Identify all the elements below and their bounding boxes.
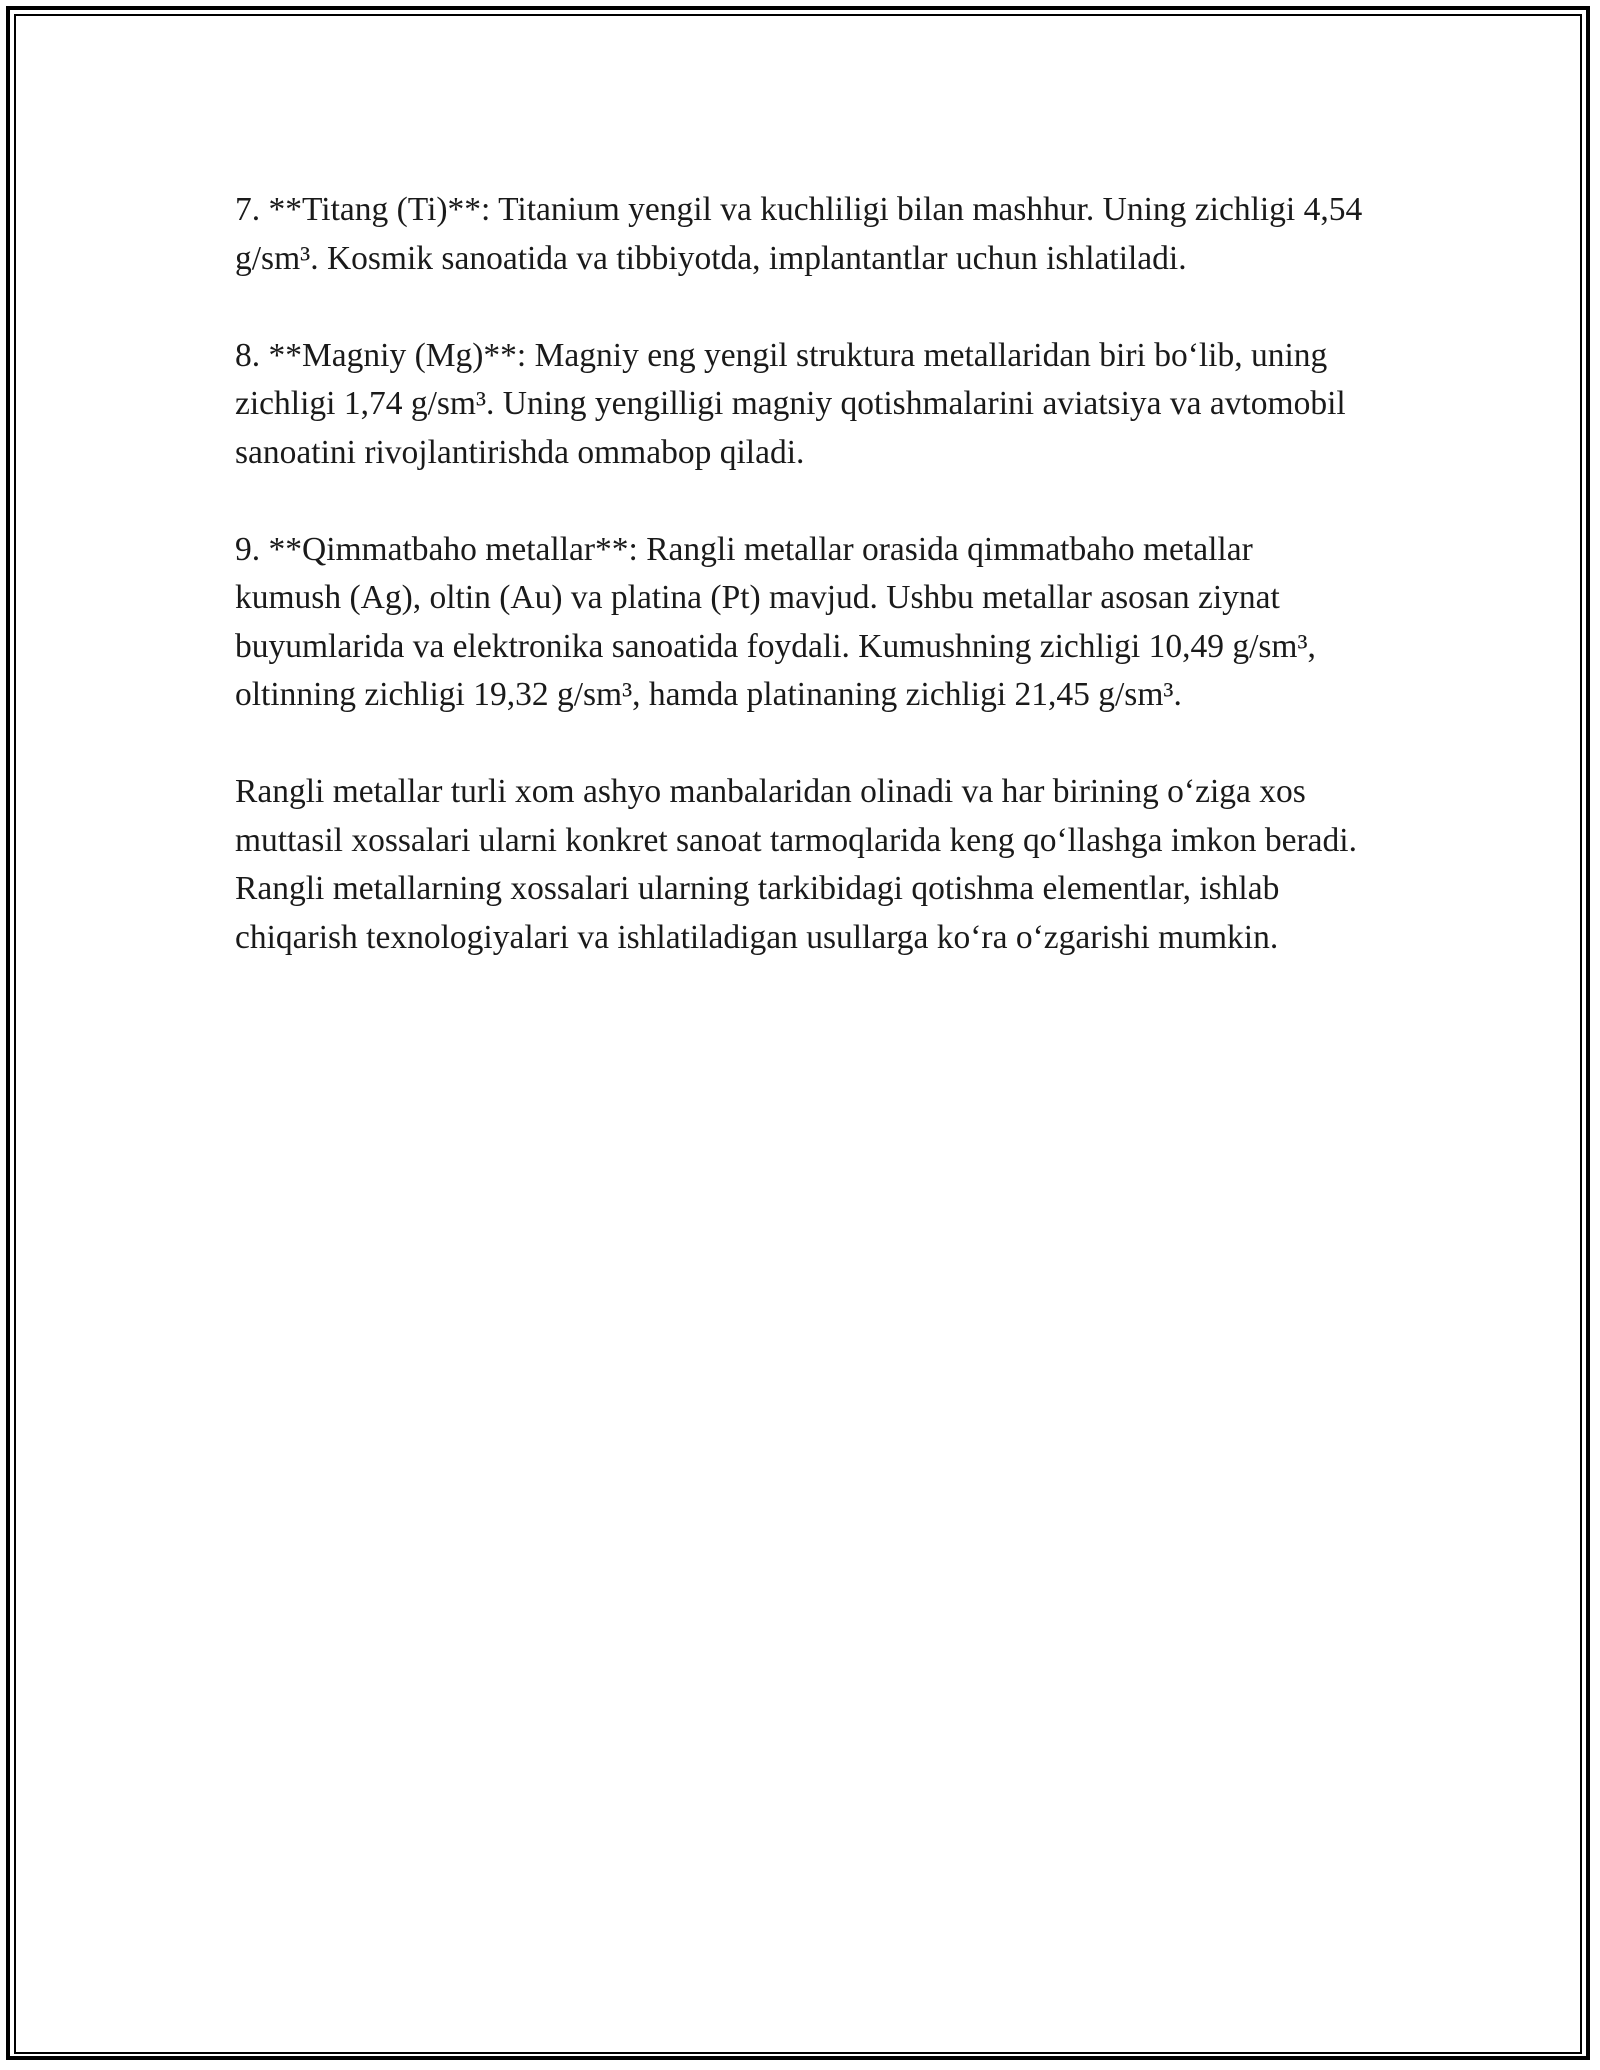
paragraph-qimmatbaho-metallar: 9. **Qimmatbaho metallar**: Rangli metallar orasida qimmatbaho metallar kumush (Ag), oltin (Au) va platina (Pt) mavjud. Ushbu metallar asosan ziynat buyumlarida va elektronika sanoatida foydali. Kumushning zichligi 10,49 g/sm³, oltinning zichligi 19,32 g/sm³, hamda platinaning zichligi 21,45 g/sm³. xyxy=(235,530,1316,713)
paragraph-summary: Rangli metallar turli xom ashyo manbalaridan olinadi va har birining o‘ziga xos muttasil xossalari ularni konkret sanoat tarmoqlarida keng qo‘llashga imkon beradi. Rangli metallarning xossalari ularning tarkibidagi qotishma elementlar, ishlab chiqarish texnologiyalari va ishlatiladigan usullarga ko‘ra o‘zgarishi mumkin. xyxy=(235,773,1357,956)
document-body xyxy=(235,186,1365,1011)
paragraph-magniy: 8. **Magniy (Mg)**: Magniy eng yengil struktura metallaridan biri bo‘lib, uning zichligi 1,74 g/sm³. Uning yengilligi magniy qotishmalarini aviatsiya va avtomobil sanoatini rivojlantirishda ommabop qiladi. xyxy=(235,336,1346,471)
paragraph-titang: 7. **Titang (Ti)**: Titanium yengil va kuchliligi bilan mashhur. Uning zichligi 4,54 g/sm³. Kosmik sanoatida va tibbiyotda, implantantlar uchun ishlatiladi. xyxy=(235,191,1363,277)
